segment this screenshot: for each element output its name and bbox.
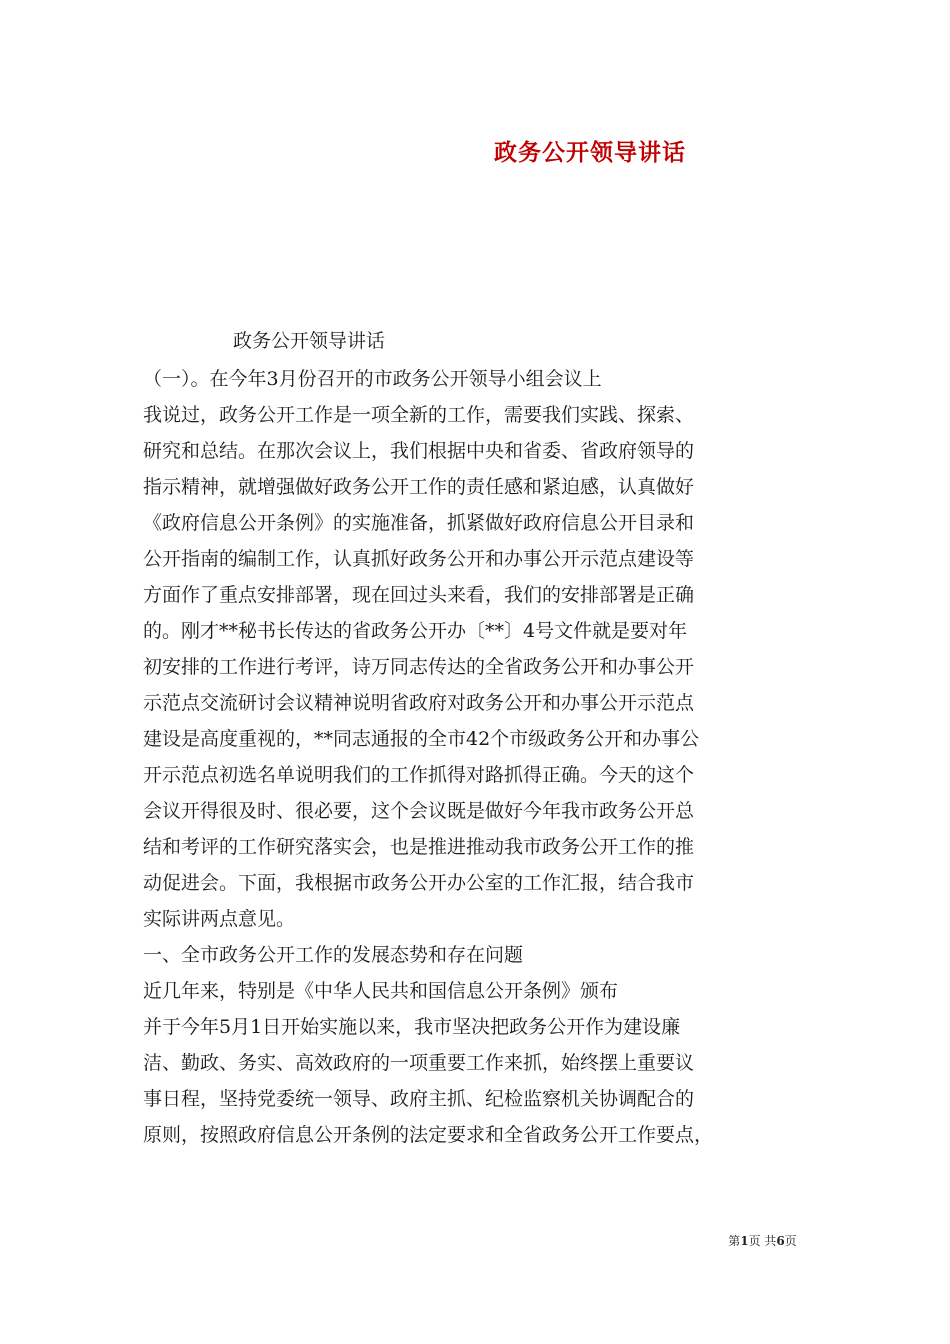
body-line: 开示范点初选名单说明我们的工作抓得对路抓得正确。今天的这个 xyxy=(143,764,695,786)
body-line: 的。刚才**秘书长传达的省政务公开办〔**〕4号文件就是要对年 xyxy=(143,620,688,642)
footer-prefix: 第 xyxy=(728,1234,741,1248)
body-line: 动促进会。下面，我根据市政务公开办公室的工作汇报，结合我市 xyxy=(143,872,695,894)
body-line: 近几年来，特别是《中华人民共和国信息公开条例》颁布 xyxy=(143,980,619,1002)
document-subtitle: 政务公开领导讲话 xyxy=(233,330,386,352)
body-line: （一）。在今年3月份召开的市政务公开领导小组会议上 xyxy=(143,368,602,390)
body-line: 研究和总结。在那次会议上，我们根据中央和省委、省政府领导的 xyxy=(143,440,695,462)
page-number-footer xyxy=(0,1232,950,1249)
body-line: 结和考评的工作研究落实会，也是推进推动我市政务公开工作的推 xyxy=(143,836,695,858)
body-line: 《政府信息公开条例》的实施准备，抓紧做好政府信息公开目录和 xyxy=(143,512,695,534)
body-line: 我说过，政务公开工作是一项全新的工作，需要我们实践、探索、 xyxy=(143,404,695,426)
body-line: 事日程，坚持党委统一领导、政府主抓、纪检监察机关协调配合的 xyxy=(143,1088,695,1110)
body-line: 指示精神，就增强做好政务公开工作的责任感和紧迫感，认真做好 xyxy=(143,476,695,498)
total-pages-number: 6 xyxy=(776,1234,785,1248)
body-line: 会议开得很及时、很必要，这个会议既是做好今年我市政务公开总 xyxy=(143,800,695,822)
current-page-number: 1 xyxy=(740,1234,749,1248)
body-line: 公开指南的编制工作，认真抓好政务公开和办事公开示范点建设等 xyxy=(143,548,695,570)
body-line: 方面作了重点安排部署，现在回过头来看，我们的安排部署是正确 xyxy=(143,584,695,606)
page-title: 政务公开领导讲话 xyxy=(494,140,686,166)
body-line: 初安排的工作进行考评，诗万同志传达的全省政务公开和办事公开 xyxy=(143,656,695,678)
body-line: 原则，按照政府信息公开条例的法定要求和全省政务公开工作要点， xyxy=(143,1124,714,1146)
body-line: 建设是高度重视的，**同志通报的全市42个市级政务公开和办事公 xyxy=(143,728,700,750)
footer-middle: 页 共 xyxy=(748,1234,777,1248)
body-line: 实际讲两点意见。 xyxy=(143,908,296,930)
section-heading: 一、全市政务公开工作的发展态势和存在问题 xyxy=(143,944,524,966)
footer-suffix: 页 xyxy=(784,1234,797,1248)
body-line: 示范点交流研讨会议精神说明省政府对政务公开和办事公开示范点 xyxy=(143,692,695,714)
body-line: 洁、勤政、务实、高效政府的一项重要工作来抓，始终摆上重要议 xyxy=(143,1052,695,1074)
body-line: 并于今年5月1日开始实施以来，我市坚决把政务公开作为建设廉 xyxy=(143,1016,681,1038)
